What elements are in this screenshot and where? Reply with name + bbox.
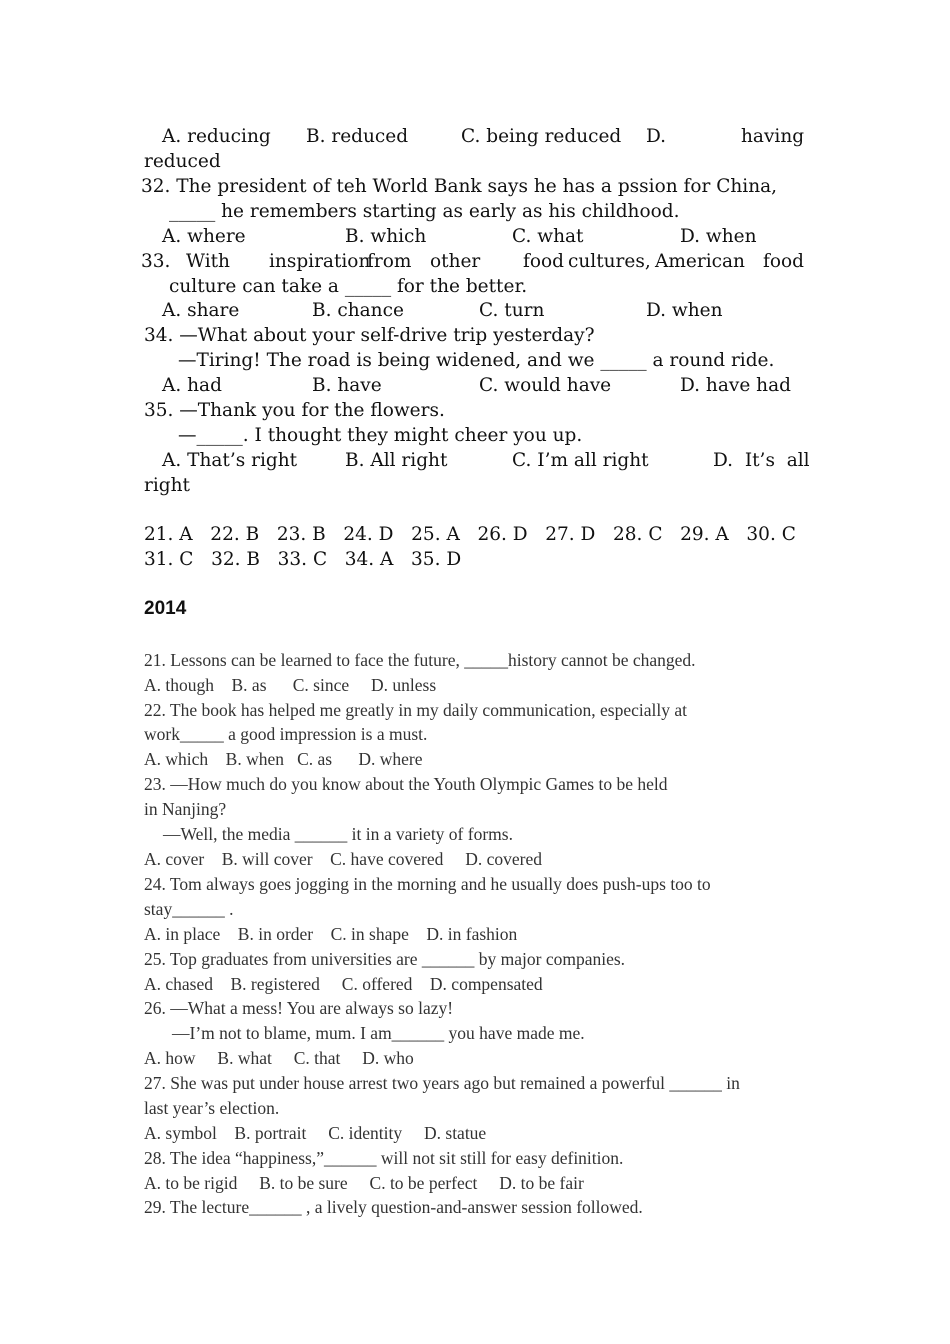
q28-2014-options: A. to be rigid B. to be sure C. to be perfect D. to be fair	[144, 1173, 584, 1193]
q35-option-d-cont: right	[144, 475, 190, 496]
q33-word: cultures,	[568, 251, 651, 272]
q31-option-d-cont: reduced	[144, 151, 221, 172]
answer-key-line-1: 21. A 22. B 23. B 24. D 25. A 26. D 27. D 28. C 29. A 30. C	[144, 524, 796, 545]
q26-2014-line-2: —I’m not to blame, mum. I am______ you have made me.	[172, 1023, 585, 1043]
q22-2014-line-1: 22. The book has helped me greatly in my daily communication, especially at	[144, 700, 688, 720]
q34-option-d: D. have had	[680, 375, 791, 396]
q25-2014: 25. Top graduates from universities are ______ by major companies.	[144, 949, 626, 969]
q33-word: food	[763, 251, 804, 272]
q33-word: food	[523, 251, 564, 272]
q34-line-2: —Tiring! The road is being widened, and we _____ a round ride.	[178, 350, 775, 371]
q28-2014: 28. The idea “happiness,”______ will not sit still for easy definition.	[144, 1148, 624, 1168]
q34-option-c: C. would have	[479, 375, 612, 396]
q33-word: With	[186, 251, 230, 272]
q32-line-2: _____ he remembers starting as early as his childhood.	[169, 201, 680, 222]
q33-option-a: A. share	[162, 300, 240, 321]
q32-option-c: C. what	[512, 226, 584, 247]
q33-option-c: C. turn	[479, 300, 545, 321]
q26-2014-options: A. how B. what C. that D. who	[144, 1048, 414, 1068]
q24-2014-line-2: stay______ .	[144, 899, 234, 919]
q22-2014-options: A. which B. when C. as D. where	[144, 749, 423, 769]
q31-option-d-label: D.	[646, 126, 667, 147]
q34-option-a: A. had	[162, 375, 222, 396]
q32-option-a: A. where	[162, 226, 246, 247]
q33-word: 33.	[141, 251, 171, 272]
q33-word: inspiration	[269, 251, 371, 272]
q27-2014-line-1: 27. She was put under house arrest two years ago but remained a powerful ______ in	[144, 1073, 740, 1093]
answer-key-line-2: 31. C 32. B 33. C 34. A 35. D	[144, 549, 462, 570]
q33-word: from	[367, 251, 412, 272]
q33-word: other	[430, 251, 481, 272]
q23-2014-line-2: in Nanjing?	[144, 799, 227, 819]
q33-word: American	[655, 251, 745, 272]
q26-2014-line-1: 26. —What a mess! You are always so lazy!	[144, 998, 454, 1018]
q34-option-b: B. have	[312, 375, 382, 396]
q22-2014-line-2: work_____ a good impression is a must.	[144, 724, 428, 744]
q31-option-d-word: having	[741, 126, 805, 147]
q21-2014-options: A. though B. as C. since D. unless	[144, 675, 437, 695]
q23-2014-line-3: —Well, the media ______ it in a variety of forms.	[163, 824, 513, 844]
section-heading-2014: 2014	[144, 598, 187, 619]
q23-2014-line-1: 23. —How much do you know about the Youth Olympic Games to be held	[144, 774, 668, 794]
q27-2014-line-2: last year’s election.	[144, 1098, 280, 1118]
q32-option-d: D. when	[680, 226, 757, 247]
q35-option-c: C. I’m all right	[512, 450, 649, 471]
q33-line-2: culture can take a _____ for the better.	[169, 276, 528, 297]
q35-line-2: —_____. I thought they might cheer you up.	[178, 425, 583, 446]
q23-2014-options: A. cover B. will cover C. have covered D. covered	[144, 849, 542, 869]
q34-line-1: 34. —What about your self-drive trip yesterday?	[144, 325, 595, 346]
q24-2014-line-1: 24. Tom always goes jogging in the morning and he usually does push-ups too to	[144, 874, 711, 894]
q35-line-1: 35. —Thank you for the flowers.	[144, 400, 445, 421]
q31-options: A. reducing B. reduced C. being reduced	[162, 126, 622, 147]
q33-option-d: D. when	[646, 300, 723, 321]
q35-option-a: A. That’s right	[162, 450, 298, 471]
q32-line-1: 32. The president of teh World Bank says he has a pssion for China,	[141, 176, 778, 197]
q27-2014-options: A. symbol B. portrait C. identity D. statue	[144, 1123, 487, 1143]
q21-2014: 21. Lessons can be learned to face the future, _____history cannot be changed.	[144, 650, 696, 670]
q35-option-b: B. All right	[345, 450, 448, 471]
q29-2014: 29. The lecture______ , a lively question-and-answer session followed.	[144, 1197, 643, 1217]
q25-2014-options: A. chased B. registered C. offered D. compensated	[144, 974, 543, 994]
q24-2014-options: A. in place B. in order C. in shape D. in fashion	[144, 924, 518, 944]
q35-option-d: D. It’s all	[713, 450, 810, 471]
q33-option-b: B. chance	[312, 300, 404, 321]
q32-option-b: B. which	[345, 226, 427, 247]
